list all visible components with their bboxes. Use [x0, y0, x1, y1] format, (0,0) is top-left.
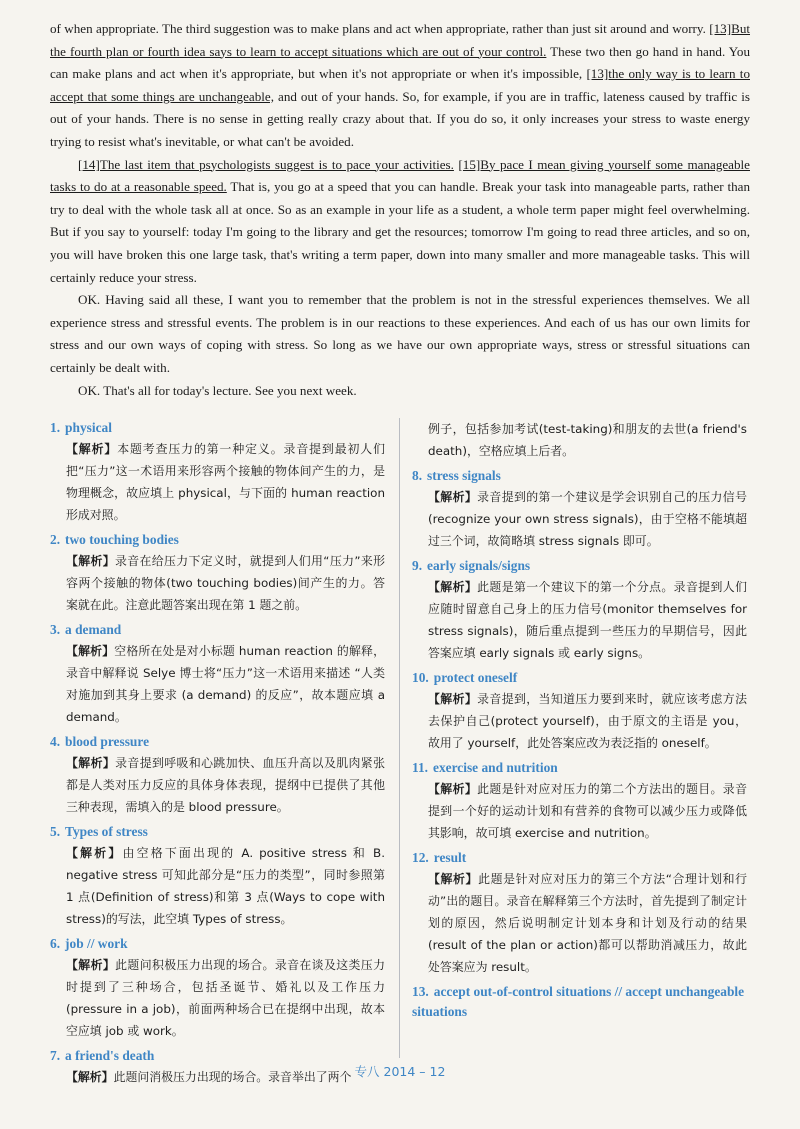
explanation-continuation: 例子，包括参加考试(test-taking)和朋友的去世(a friend's death)，空格应填上后者。	[428, 422, 747, 458]
answer-heading	[412, 982, 747, 1022]
answer-item	[50, 934, 385, 1042]
explanation-text: 空格所在处是对小标题 human reaction 的解释，录音中解释说 Selye 博士将“压力”这一术语用来描述 “人类对施加到其身上要求 (a demand) 的反应”，故本题应填 a demand。	[66, 644, 385, 724]
answer-item	[412, 982, 747, 1022]
explanation-text: 录音提到的第一个建议是学会识别自己的压力信号(recognize your own stress signals)，由于空格不能填超过三个词，故简略填 stress signals 即可。	[428, 490, 747, 548]
explanation-tag: 【解析】	[428, 692, 478, 706]
transcript-paragraph-3: OK. Having said all these, I want you to remember that the problem is not in the stressful experiences themselves. We all experience stress and stressful events. The problem is in our reactions to these experiences. And each of us has our own limits for stress and our own ways of coping with stress. So long as we have our own appropriate ways, stress or stressful situations can certainly be dealt with.	[50, 292, 750, 375]
underlined-answer-cue: [13]the only way is to learn to accept that some things are unchangeable,	[50, 66, 750, 104]
answer-heading	[50, 530, 385, 550]
answer-explanation	[50, 438, 385, 526]
answer-heading	[412, 668, 747, 688]
answer-explanation	[412, 576, 747, 664]
answer-heading	[412, 848, 747, 868]
answer-number: 2.	[50, 532, 61, 547]
answer-text: exercise and nutrition	[433, 760, 558, 775]
answer-heading	[50, 822, 385, 842]
answer-item	[50, 822, 385, 930]
answer-item	[412, 668, 747, 754]
answer-explanation	[50, 842, 385, 930]
answer-number: 1.	[50, 420, 61, 435]
explanation-tag: 【解析】	[66, 846, 123, 860]
explanation-text: 此题问积极压力出现的场合。录音在谈及这类压力时提到了三种场合，包括圣诞节、婚礼以及工作压力(pressure in a job)，前面两种场合已在提纲中出现，故本空应填 job 或 work。	[66, 958, 385, 1038]
transcript-paragraph-2	[50, 154, 750, 290]
answer-text: protect oneself	[433, 670, 518, 685]
answer-text: a demand	[65, 622, 122, 637]
answer-explanation	[412, 486, 747, 552]
answer-number: 3.	[50, 622, 61, 637]
answer-item	[412, 848, 747, 978]
answer-number: 12.	[412, 850, 429, 865]
answer-number: 7.	[50, 1048, 61, 1063]
explanation-tag: 【解析】	[428, 580, 478, 594]
explanation-tag: 【解析】	[428, 490, 478, 504]
explanation-text: 此题问消极压力出现的场合。录音举出了两个	[113, 1070, 352, 1084]
answer-explanation	[50, 640, 385, 728]
transcript-segment: That is, you go at a speed that you can handle. Break your task into manageable parts, rather than try to deal with the whole task all at once. So as an example in your life as a student, a whole term paper might feel overwhelming. But if you say to yourself: today I'm going to the library and get the resources; tomorrow I'm going to read three articles, and so on, you will have broken this one large task, that's writing a term paper, down into many smaller and more manageable tasks. This will certainly reduce your stress.	[50, 179, 750, 285]
answer-text: physical	[65, 420, 112, 435]
page-footer: 专八 2014 – 12	[354, 1064, 446, 1079]
answer-heading	[50, 620, 385, 640]
answer-explanation	[50, 954, 385, 1042]
answer-number: 6.	[50, 936, 61, 951]
answer-number: 13.	[412, 984, 429, 999]
answer-text: a friend's death	[65, 1048, 155, 1063]
answer-number: 4.	[50, 734, 61, 749]
explanation-tag: 【解析】	[428, 872, 479, 886]
underlined-answer-cue: [14]The last item that psychologists suggest is to pace your activities.	[78, 156, 454, 172]
transcript-segment: and out of your hands. So, for example, if you are in traffic, lateness caused by traffic is out of your hands. There is no sense in getting really crazy about that. If you do so, it only increases your stress to waste energy trying to resist what's inevitable, or what can't be avoided.	[50, 88, 750, 149]
explanation-text: 此题是针对应对压力的第三个方法“合理计划和行动”出的题目。录音在解释第三个方法时，首先提到了制定计划的原因，然后说明制定计划本身和计划及行动的结果 (result of the plan or action)都可以帮助消减压力，故此处答案应为 result。	[428, 872, 747, 974]
explanation-text: 本题考查压力的第一种定义。录音提到最初人们把“压力”这一术语用来形容两个接触的物体间产生的力，是物理概念，故应填上 physical，与下面的 human reaction 形成对照。	[66, 442, 385, 522]
answer-text: two touching bodies	[65, 532, 179, 547]
answer-item	[50, 418, 385, 526]
answer-number: 9.	[412, 558, 423, 573]
answer-heading	[50, 934, 385, 954]
answer-number: 5.	[50, 824, 61, 839]
transcript-text	[50, 18, 750, 402]
underlined-answer-cue: [13]But the fourth plan or fourth idea says to learn to accept situations which are out of your control.	[50, 21, 750, 59]
answer-explanation	[412, 688, 747, 754]
answer-explanation	[50, 752, 385, 818]
answer-column-right	[412, 418, 747, 1026]
answer-explanation	[412, 868, 747, 978]
explanation-tag: 【解析】	[428, 782, 478, 796]
answer-item	[412, 758, 747, 844]
answer-text: early signals/signs	[427, 558, 531, 573]
answer-number: 8.	[412, 468, 423, 483]
answer-text: blood pressure	[65, 734, 150, 749]
answer-heading	[412, 758, 747, 778]
column-divider	[399, 418, 400, 1058]
answer-item	[50, 620, 385, 728]
explanation-tag: 【解析】	[66, 958, 116, 972]
explanation-tag: 【解析】	[66, 1070, 114, 1084]
answer-heading	[50, 418, 385, 438]
answer-heading	[50, 732, 385, 752]
answer-number: 10.	[412, 670, 429, 685]
explanation-text: 录音在给压力下定义时，就提到人们用“压力”来形容两个接触的物体(two touching bodies)间产生的力。答案就在此。注意此题答案出现在第 1 题之前。	[66, 554, 385, 612]
answer-item	[412, 556, 747, 664]
transcript-segment: of when appropriate. The third suggestion was to make plans and act when appropriate, rather than just sit around and worry.	[50, 21, 710, 36]
explanation-text: 由空格下面出现的 A. positive stress 和 B. negative stress 可知此部分是“压力的类型”，同时参照第 1 点(Definition of stress)和第 3 点(Ways to cope with stress)的写法，此空填 Types of stress。	[66, 846, 385, 926]
explanation-text: 录音提到呼吸和心跳加快、血压升高以及肌肉紧张都是人类对压力反应的具体身体表现，提纲中已提供了其他三种表现，需填入的是 blood pressure。	[66, 756, 385, 814]
answer-text: result	[433, 850, 467, 865]
answer-text: Types of stress	[65, 824, 148, 839]
explanation-text: 此题是针对应对压力的第二个方法出的题目。录音提到一个好的运动计划和有营养的食物可以减少压力或降低其影响，故可填 exercise and nutrition。	[428, 782, 747, 840]
answer-text: stress signals	[427, 468, 501, 483]
explanation-tag: 【解析】	[66, 756, 116, 770]
answer-item	[50, 732, 385, 818]
explanation-text: 录音提到，当知道压力要到来时，就应该考虑方法去保护自己(protect yourself)，由于原文的主语是 you，故用了 yourself，此处答案应改为表泛指的 oneself。	[428, 692, 747, 750]
explanation-tag: 【解析】	[66, 554, 116, 568]
answer-explanation	[412, 778, 747, 844]
answer-column-left	[50, 418, 385, 1092]
answer-explanation	[50, 550, 385, 616]
transcript-paragraph-1	[50, 18, 750, 154]
transcript-segment: These two then go hand in hand. You can make plans and act when it's appropriate, but when it's not appropriate or when it's impossible,	[50, 43, 750, 82]
underlined-answer-cue: [15]By pace I mean giving yourself some manageable tasks to do at a reasonable speed.	[50, 156, 750, 195]
explanation-tag: 【解析】	[66, 644, 115, 658]
answer-list-right	[412, 466, 747, 1022]
answer-item	[412, 466, 747, 552]
answer-number: 11.	[412, 760, 428, 775]
answer-text: job // work	[65, 936, 128, 951]
answer-heading	[412, 556, 747, 576]
explanation-text: 此题是第一个建议下的第一个分点。录音提到人们应随时留意自己身上的压力信号(monitor themselves for stress signals)，随后重点提到一些压力的早期信号，因此答案应填 early signals 或 early signs。	[428, 580, 747, 660]
explanation-tag: 【解析】	[66, 442, 118, 456]
answer-heading	[412, 466, 747, 486]
transcript-paragraph-4: OK. That's all for today's lecture. See you next week.	[78, 382, 357, 398]
answer-text: accept out-of-control situations // accept unchangeable situations	[412, 984, 745, 1019]
answer-item	[50, 530, 385, 616]
